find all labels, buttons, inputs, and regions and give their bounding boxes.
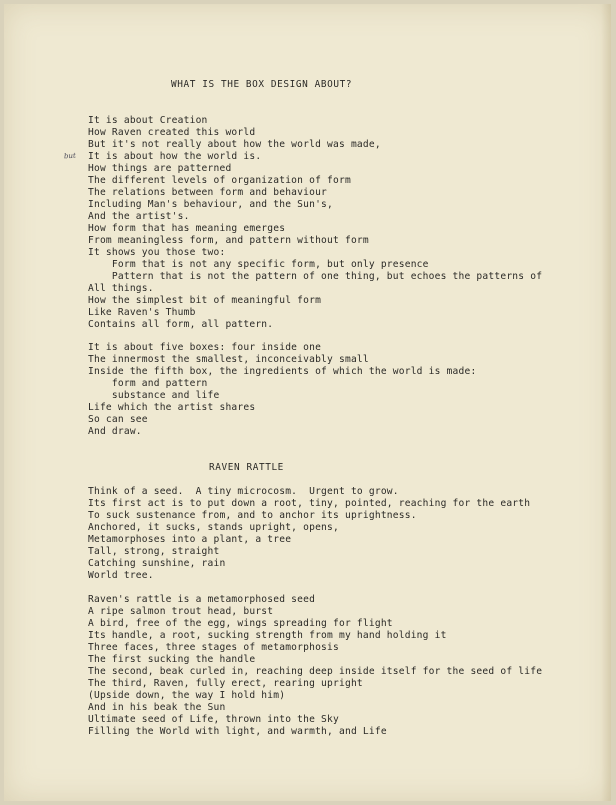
- line-s1-10: From meaningless form, and pattern without form: [88, 235, 369, 246]
- page-title: WHAT IS THE BOX DESIGN ABOUT?: [171, 79, 353, 90]
- line-s1-3: It is about how the world is.: [88, 151, 262, 162]
- line-s4-6: The second, beak curled in, reaching deep inside itself for the seed of life: [88, 666, 543, 677]
- line-s1-9: How form that has meaning emerges: [88, 223, 286, 234]
- line-s1-5: The different levels of organization of form: [88, 175, 351, 186]
- line-s1-4: How things are patterned: [88, 163, 232, 174]
- line-s3-0: Think of a seed. A tiny microcosm. Urgent to grow.: [88, 486, 399, 497]
- line-s1-13: Pattern that is not the pattern of one thing, but echoes the patterns of: [88, 271, 543, 282]
- line-s4-7: The third, Raven, fully erect, rearing upright: [88, 678, 363, 689]
- line-s1-0: It is about Creation: [88, 115, 208, 126]
- line-s2-0: It is about five boxes: four inside one: [88, 342, 322, 353]
- line-s4-3: Its handle, a root, sucking strength from my hand holding it: [88, 630, 447, 641]
- line-s1-11: It shows you those two:: [88, 247, 226, 258]
- line-s4-10: Ultimate seed of Life, thrown into the Sky: [88, 714, 339, 725]
- line-s1-8: And the artist's.: [88, 211, 190, 222]
- line-s1-15: How the simplest bit of meaningful form: [88, 295, 322, 306]
- typewritten-page: [4, 4, 611, 801]
- line-s4-9: And in his beak the Sun: [88, 702, 226, 713]
- line-s4-2: A bird, free of the egg, wings spreading for flight: [88, 618, 393, 629]
- line-s1-2: But it's not really about how the world was made,: [88, 139, 381, 150]
- line-s4-5: The first sucking the handle: [88, 654, 256, 665]
- line-s2-1: The innermost the smallest, inconceivably small: [88, 354, 369, 365]
- line-s3-4: Metamorphoses into a plant, a tree: [88, 534, 292, 545]
- line-s4-1: A ripe salmon trout head, burst: [88, 606, 274, 617]
- line-s2-4: substance and life: [88, 390, 220, 401]
- line-s1-14: All things.: [88, 283, 154, 294]
- line-s1-6: The relations between form and behaviour: [88, 187, 328, 198]
- line-s1-1: How Raven created this world: [88, 127, 256, 138]
- line-s4-8: (Upside down, the way I hold him): [88, 690, 286, 701]
- line-s1-16: Like Raven's Thumb: [88, 307, 196, 318]
- line-s2-5: Life which the artist shares: [88, 402, 256, 413]
- handwritten-margin-note: but: [63, 151, 77, 161]
- line-s1-7: Including Man's behaviour, and the Sun's,: [88, 199, 334, 210]
- line-s4-0: Raven's rattle is a metamorphosed seed: [88, 594, 316, 605]
- line-s3-5: Tall, strong, straight: [88, 546, 220, 557]
- line-s4-4: Three faces, three stages of metamorphosis: [88, 642, 339, 653]
- line-s2-3: form and pattern: [88, 378, 208, 389]
- line-s2-2: Inside the fifth box, the ingredients of which the world is made:: [88, 366, 477, 377]
- line-s1-12: Form that is not any specific form, but only presence: [88, 259, 429, 270]
- line-s3-2: To suck sustenance from, and to anchor its uprightness.: [88, 510, 417, 521]
- line-s2-7: And draw.: [88, 426, 142, 437]
- line-s3-7: World tree.: [88, 570, 154, 581]
- section-subtitle: RAVEN RATTLE: [209, 462, 284, 473]
- line-s3-6: Catching sunshine, rain: [88, 558, 226, 569]
- line-s1-17: Contains all form, all pattern.: [88, 319, 274, 330]
- line-s4-11: Filling the World with light, and warmth, and Life: [88, 726, 387, 737]
- line-s3-3: Anchored, it sucks, stands upright, opens,: [88, 522, 339, 533]
- line-s3-1: Its first act is to put down a root, tiny, pointed, reaching for the earth: [88, 498, 531, 509]
- line-s2-6: So can see: [88, 414, 148, 425]
